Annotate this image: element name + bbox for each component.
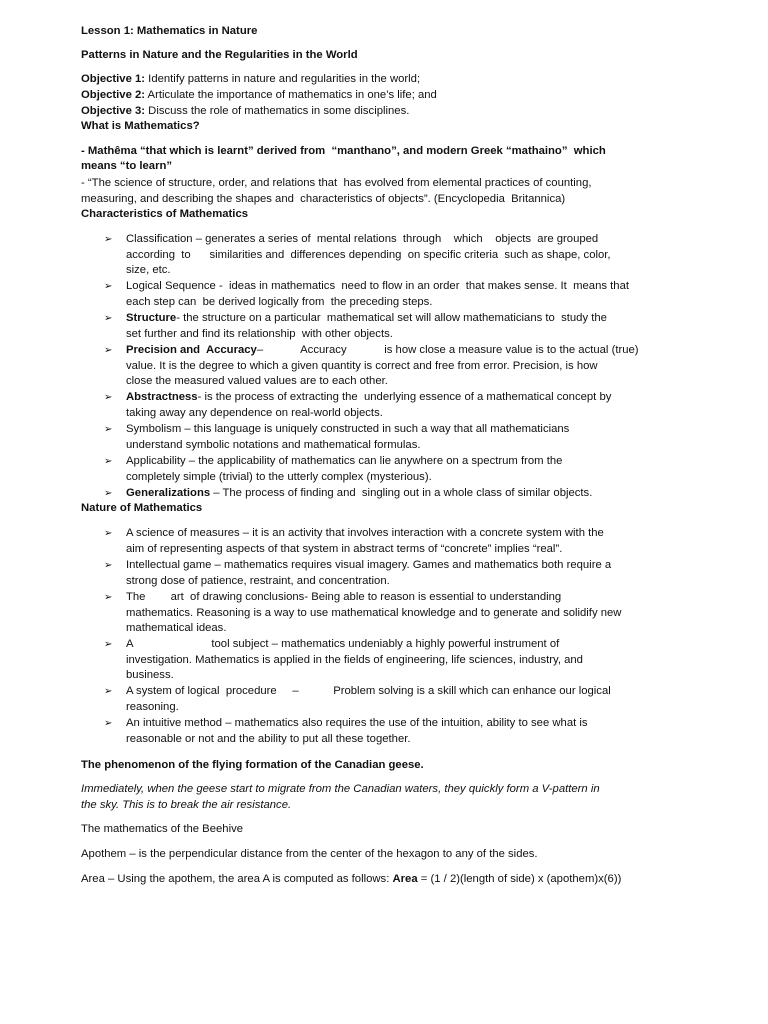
area-label: Area: [392, 873, 418, 885]
objective-1: [81, 72, 420, 87]
item-text: – The process of finding and singling out in a whole class of similar objects.: [210, 487, 593, 499]
item-line: completely simple (trivial) to the utterly complex (mysterious).: [126, 470, 432, 483]
list-item: [104, 558, 691, 589]
arrow-bullet-icon: ➢: [104, 424, 113, 435]
arrow-bullet-icon: ➢: [104, 718, 113, 729]
arrow-bullet-icon: ➢: [104, 560, 113, 571]
objective-text: Identify patterns in nature and regularities in the world;: [145, 73, 421, 85]
list-item: [104, 486, 691, 502]
list-item: [104, 343, 691, 390]
item-line: understand symbolic notations and mathematical formulas.: [126, 438, 421, 451]
item-term: Generalizations: [126, 487, 211, 499]
arrow-bullet-icon: ➢: [104, 392, 113, 403]
nature-heading: Nature of Mathematics: [81, 502, 203, 514]
arrow-bullet-icon: ➢: [104, 592, 113, 603]
item-text: - the structure on a particular mathematical set will allow mathematicians to study the: [176, 312, 607, 324]
definition-line-2: measuring, and describing the shapes and characteristics of objects”. (Encyclopedia Britannica): [81, 193, 566, 205]
arrow-bullet-icon: ➢: [104, 313, 113, 324]
item-line: close the measured valued values are to each other.: [126, 375, 388, 388]
item-line: each step can be derived logically from the preceding steps.: [126, 295, 433, 308]
item-line: reasonable or not and the ability to put all these together.: [126, 732, 411, 745]
arrow-bullet-icon: ➢: [104, 528, 113, 539]
list-item: [104, 311, 691, 342]
item-line: according to similarities and differences depending on specific criteria such as shape, color,: [126, 248, 611, 261]
definition-line-1: - “The science of structure, order, and relations that has evolved from elemental practices of counting,: [81, 177, 592, 189]
item-line: mathematical ideas.: [126, 622, 227, 635]
geese-text-line-1: Immediately, when the geese start to migrate from the Canadian waters, they quickly form a V-pattern in: [81, 783, 600, 795]
item-line: investigation. Mathematics is applied in the fields of engineering, life sciences, industry, and: [126, 653, 583, 666]
objective-label: Objective 2:: [81, 89, 146, 101]
item-line: strong dose of patience, restraint, and concentration.: [126, 574, 390, 587]
item-line: taking away any dependence on real-world objects.: [126, 406, 383, 419]
item-line: The art of drawing conclusions- Being able to reason is essential to understanding: [126, 591, 562, 603]
list-item: [104, 590, 691, 637]
item-line: Classification – generates a series of mental relations through which objects are grouped: [126, 233, 599, 245]
item-line: set further and find its relationship with other objects.: [126, 327, 393, 340]
item-line: [126, 311, 691, 327]
item-line: Applicability – the applicability of mathematics can lie anywhere on a spectrum from the: [126, 455, 563, 467]
characteristics-heading: Characteristics of Mathematics: [81, 208, 249, 220]
item-line: [126, 390, 691, 406]
geese-text-line-2: the sky. This is to break the air resistance.: [81, 799, 292, 811]
objective-label: Objective 1:: [81, 73, 146, 85]
list-item: [104, 454, 691, 485]
item-term: Structure: [126, 312, 177, 324]
list-item: [104, 716, 691, 747]
item-line: Logical Sequence - ideas in mathematics need to flow in an order that makes sense. It means that: [126, 280, 629, 292]
item-line: A tool subject – mathematics undeniably a highly powerful instrument of: [126, 638, 560, 650]
item-term: Precision and Accuracy: [126, 344, 257, 356]
item-line: value. It is the degree to which a given quantity is correct and free from error. Precision, is how: [126, 359, 598, 372]
area-formula: [81, 872, 621, 887]
arrow-bullet-icon: ➢: [104, 281, 113, 292]
arrow-bullet-icon: ➢: [104, 345, 113, 356]
beehive-heading: The mathematics of the Beehive: [81, 823, 244, 835]
item-line: aim of representing aspects of that system in abstract terms of “concrete” implies “real”.: [126, 542, 563, 555]
objective-text: Discuss the role of mathematics in some disciplines.: [145, 105, 410, 117]
item-line: An intuitive method – mathematics also requires the use of the intuition, ability to see what is: [126, 717, 588, 729]
list-item: [104, 637, 691, 684]
arrow-bullet-icon: ➢: [104, 686, 113, 697]
subtitle: Patterns in Nature and the Regularities in the World: [81, 49, 358, 61]
objective-2: [81, 88, 437, 103]
item-line: mathematics. Reasoning is a way to use mathematical knowledge and to generate and solidify new: [126, 606, 622, 619]
item-line: reasoning.: [126, 700, 179, 713]
list-item: [104, 526, 691, 557]
item-line: business.: [126, 669, 174, 682]
item-line: size, etc.: [126, 264, 171, 277]
item-line: [126, 343, 691, 359]
item-text: – Accuracy is how close a measure value is to the actual (true): [256, 344, 639, 356]
item-term: Abstractness: [126, 391, 198, 403]
list-item: [104, 684, 691, 715]
item-line: Intellectual game – mathematics requires visual imagery. Games and mathematics both require a: [126, 559, 612, 571]
lesson-title: Lesson 1: Mathematics in Nature: [81, 25, 258, 37]
objective-3: [81, 104, 409, 119]
apothem-definition: Apothem – is the perpendicular distance from the center of the hexagon to any of the sides.: [81, 848, 538, 860]
list-item: [104, 279, 691, 310]
area-prefix: Area – Using the apothem, the area A is computed as follows:: [81, 873, 393, 885]
objective-label: Objective 3:: [81, 105, 146, 117]
arrow-bullet-icon: ➢: [104, 456, 113, 467]
geese-heading: The phenomenon of the flying formation of the Canadian geese.: [81, 759, 424, 771]
list-item: [104, 422, 691, 453]
item-text: - is the process of extracting the underlying essence of a mathematical concept by: [197, 391, 612, 403]
area-expression: = (1 / 2)(length of side) x (apothem)x(6)): [417, 873, 622, 885]
arrow-bullet-icon: ➢: [104, 234, 113, 245]
etymology-line-1: - Mathêma “that which is learnt” derived from “manthano”, and modern Greek “mathaino” which: [81, 145, 606, 157]
item-line: A system of logical procedure – Problem solving is a skill which can enhance our logical: [126, 685, 611, 697]
item-line: [126, 486, 691, 502]
list-item: [104, 390, 691, 421]
item-line: Symbolism – this language is uniquely constructed in such a way that all mathematicians: [126, 423, 570, 435]
objective-text: Articulate the importance of mathematics in one’s life; and: [145, 89, 437, 101]
list-item: [104, 232, 691, 279]
arrow-bullet-icon: ➢: [104, 488, 113, 499]
item-line: A science of measures – it is an activity that involves interaction with a concrete system with the: [126, 527, 604, 539]
what-is-heading: What is Mathematics?: [81, 120, 200, 132]
arrow-bullet-icon: ➢: [104, 639, 113, 650]
etymology-line-2: means “to learn”: [81, 160, 173, 172]
